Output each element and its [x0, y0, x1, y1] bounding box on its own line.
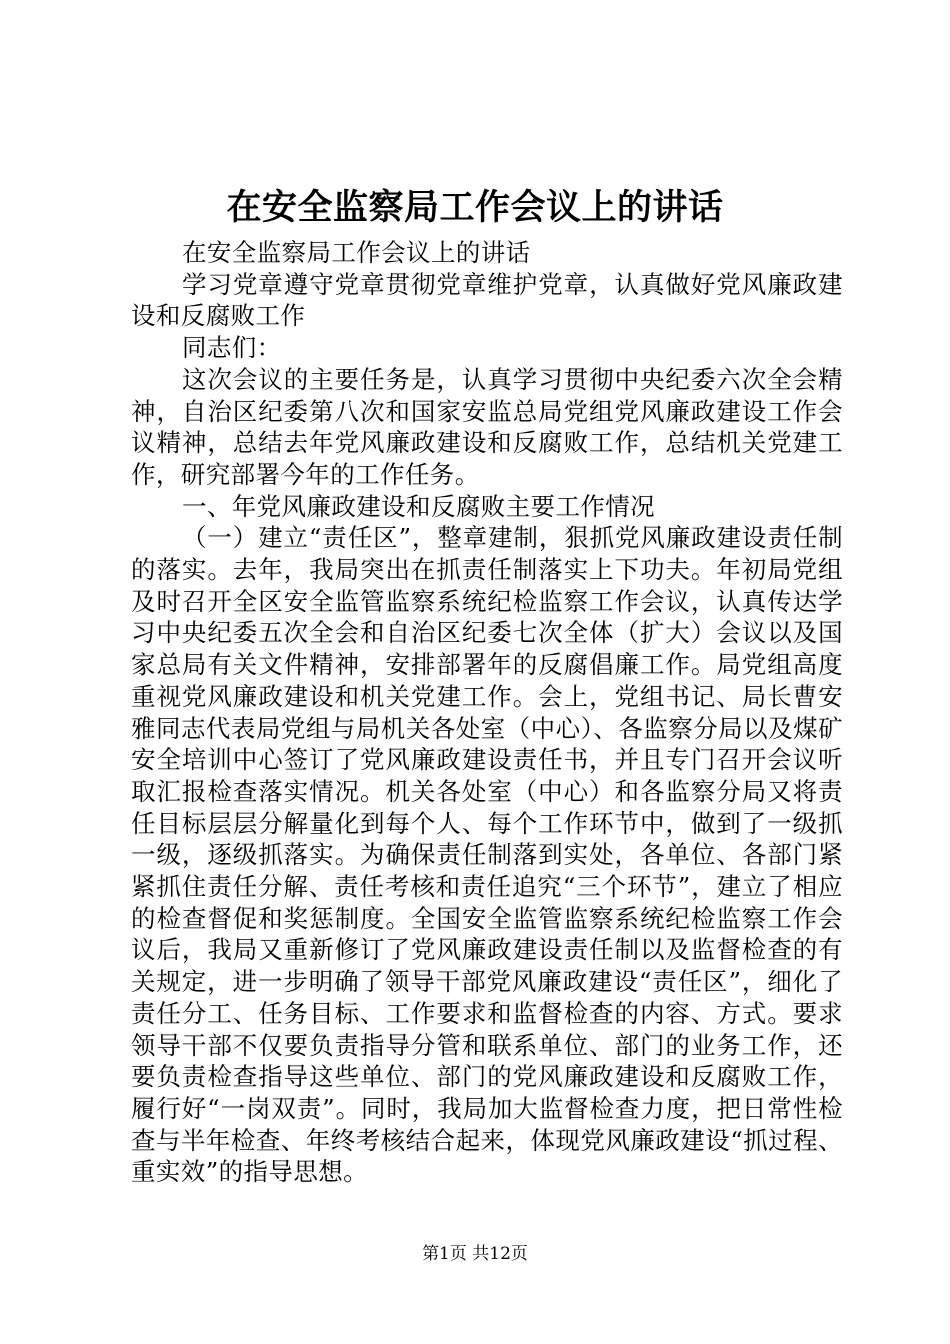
body-paragraph-intro: 这次会议的主要任务是，认真学习贯彻中央纪委六次全会精神，自治区纪委第八次和国家安监总局党组党风廉政建设工作会议精神，总结去年党风廉政建设和反腐败工作，总结机关党建工作，研究部署今年的工作任务。 [131, 364, 843, 489]
document-body [131, 237, 843, 1188]
body-paragraph-theme: 学习党章遵守党章贯彻党章维护党章，认真做好党风廉政建设和反腐败工作 [131, 269, 843, 331]
document-title: 在安全监察局工作会议上的讲话 [226, 187, 724, 228]
body-paragraph-subtitle: 在安全监察局工作会议上的讲话 [181, 238, 531, 267]
body-paragraph-section-1: （一）建立“责任区”，整章建制，狠抓党风廉政建设责任制的落实。去年，我局突出在抓责任制落实上下功夫。年初局党组及时召开全区安全监管监察系统纪检监察工作会议，认真传达学习中央纪委五次全会和自治区纪委七次全体（扩大）会议以及国家总局有关文件精神，安排部署年的反腐倡廉工作。局党组高度重视党风廉政建设和机关党建工作。会上，党组书记、局长曹安雅同志代表局党组与局机关各处室（中心）、各监察分局以及煤矿安全培训中心签订了党风廉政建设责任书，并且专门召开会议听取汇报检查落实情况。机关各处室（中心）和各监察分局又将责任目标层层分解量化到每个人、每个工作环节中，做到了一级抓一级，逐级抓落实。为确保责任制落到实处，各单位、各部门紧紧抓住责任分解、责任考核和责任追究“三个环节”，建立了相应的检查督促和奖惩制度。全国安全监管监察系统纪检监察工作会议后，我局又重新修订了党风廉政建设责任制以及监督检查的有关规定，进一步明确了领导干部党风廉政建设“责任区”，细化了责任分工、任务目标、工作要求和监督检查的内容、方式。要求领导干部不仅要负责指导分管和联系单位、部门的业务工作，还要负责检查指导这些单位、部门的党风廉政建设和反腐败工作，履行好“一岗双责”。同时，我局加大监督检查力度，把日常性检查与半年检查、年终考核结合起来，体现党风廉政建设“抓过程、重实效”的指导思想。 [131, 523, 843, 1187]
body-paragraph-salutation: 同志们： [181, 333, 282, 363]
section-heading: 一、年党风廉政建设和反腐败主要工作情况 [181, 491, 656, 521]
page-footer: 第1页 共12页 [422, 1244, 528, 1264]
